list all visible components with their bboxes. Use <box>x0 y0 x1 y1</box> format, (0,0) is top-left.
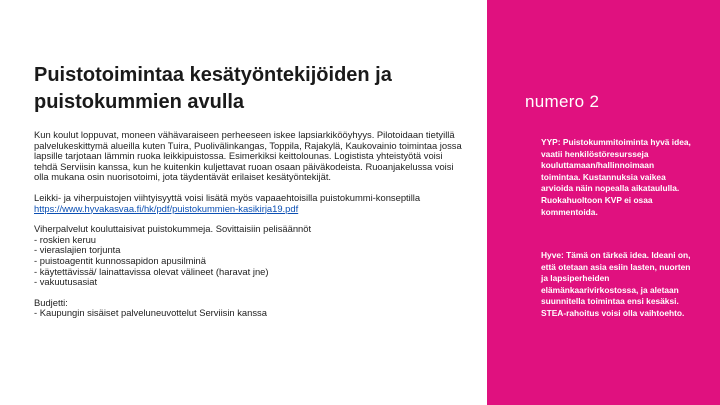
idea-number-label: numero 2 <box>525 92 600 111</box>
comment-yyp: YYP: Puistokummitoiminta hyvä idea, vaatii henkilöstöresursseja kouluttamaan/hallinnoimaan toimintaa. Kustannuksia vaikea arvioida näin nopealla aikataululla. Ruokahuoltoon KVP ei osaa kommentoida. <box>541 137 691 217</box>
rules-intro: Viherpalvelut kouluttaisivat puistokummeja. Sovittaisiin pelisäännöt <box>34 223 312 235</box>
list-item: - käytettävissä/ lainattavissa olevat välineet (haravat jne) <box>34 265 269 277</box>
comment-hyve: Hyve: Tämä on tärkeä idea. Ideani on, että otetaan asia esiin lasten, nuorten ja lapsiperheiden elämänkaarivirkostossa, ja aletaan suunnitella toimintaa ensi kesäksi. STEA-rahoitus voisi olla vaihtoehto. <box>541 250 691 318</box>
list-item: - puistoagentit kunnossapidon apusilminä <box>34 254 206 266</box>
list-item: - vieraslajien torjunta <box>34 244 121 256</box>
budget-label: Budjetti: <box>34 296 68 308</box>
slide-body <box>34 130 466 329</box>
list-item: - roskien keruu <box>34 233 97 245</box>
paragraph-puistokummi <box>34 193 466 214</box>
list-item: - vakuutusasiat <box>34 276 98 288</box>
paragraph-budget <box>34 298 466 319</box>
paragraph-puistokummi-text: Leikki- ja viherpuistojen viihtyisyyttä voisi lisätä myös vapaaehtoisilla puistokummi-konseptilla <box>34 191 421 203</box>
budget-item: - Kaupungin sisäiset palveluneuvottelut Serviisin kanssa <box>34 307 267 319</box>
paragraph-rules <box>34 224 466 288</box>
paragraph-intro: Kun koulut loppuvat, moneen vähävaraiseen perheeseen iskee lapsiarkikööyhyys. Pilotoidaan tietyillä palvelukeskittymä alueilla kuten Tuira, Puolivälinkangas, Toppila, Rajakylä, Kaukovainio toimintaa jossa lapsille tarjotaan lämmin ruoka leikkipuistossa. Esimerkiksi keittolounas. Logistista yhteistyötä voisi tehdä Serviisin kanssa, kun he kuitenkin kuljettavat ruoan osaan päiväkodeista. Ruoanjakelussa voisi olla mukana osin nuorisotoimi, jota täydentävät erilaiset kesätyöntekijät. <box>34 129 462 183</box>
slide-title: Puistotoimintaa kesätyöntekijöiden ja puistokummien avulla <box>34 64 392 113</box>
handbook-link[interactable]: https://www.hyvakasvaa.fi/hk/pdf/puistokummien-kasikirja19.pdf <box>34 202 299 214</box>
